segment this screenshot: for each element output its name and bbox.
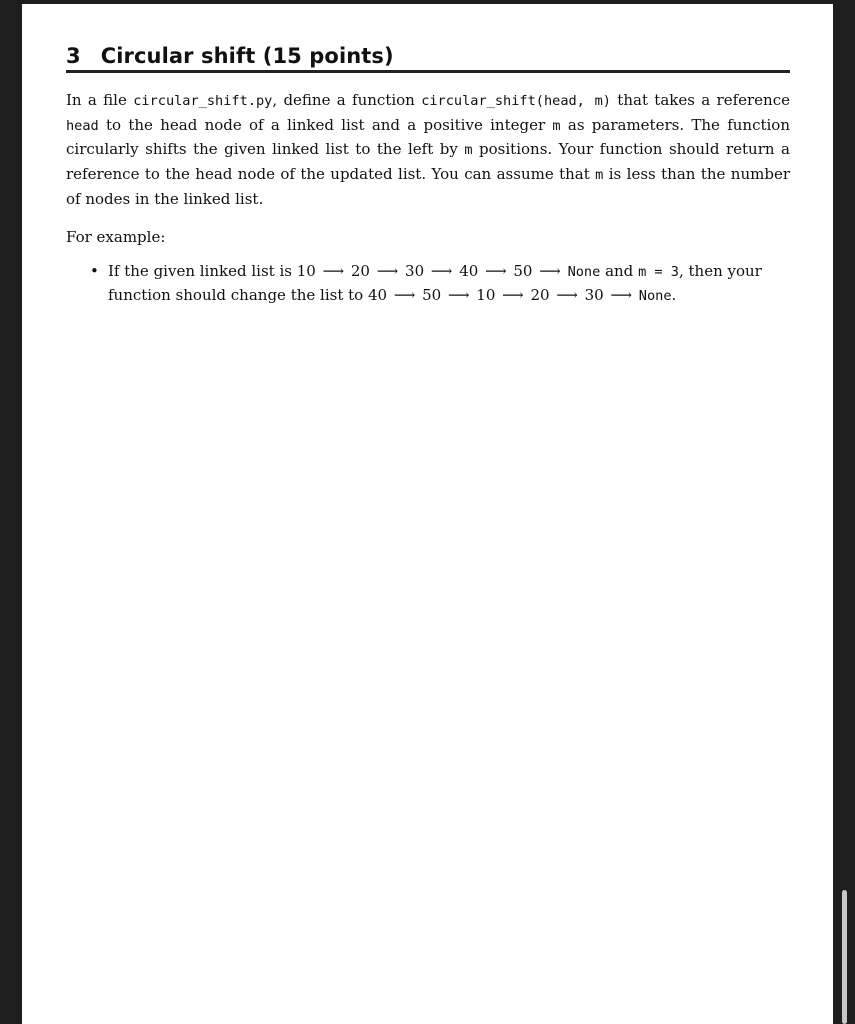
vertical-scrollbar[interactable]	[842, 890, 847, 1024]
intro-text: as parameters. The function circularly shifts the given linked list to the left by	[66, 115, 790, 159]
arrow-icon: ⟶	[610, 286, 633, 305]
m-equals-code: m = 3	[638, 263, 679, 280]
list-node: 50	[422, 286, 442, 305]
intro-text: In a file	[66, 91, 134, 109]
none-code: None	[638, 288, 672, 305]
given-list	[297, 262, 601, 280]
head-param-code: head	[66, 117, 99, 134]
intro-paragraph	[66, 89, 790, 212]
filename-code: circular_shift.py	[133, 93, 273, 109]
list-node: 20	[530, 286, 550, 305]
arrow-icon: ⟶	[485, 261, 507, 280]
arrow-icon: ⟶	[502, 286, 524, 305]
m-param-code: m	[595, 167, 604, 184]
bullet-text: .	[671, 286, 677, 305]
arrow-icon: ⟶	[556, 286, 578, 305]
list-node: 30	[584, 286, 604, 305]
function-signature-code: circular_shift(head, m)	[421, 93, 611, 109]
arrow-icon: ⟶	[447, 286, 470, 305]
list-node: 50	[513, 261, 533, 280]
page-content	[66, 44, 790, 309]
document-page	[22, 4, 833, 1024]
list-node: 30	[405, 261, 425, 280]
for-example-label: For example:	[66, 227, 166, 246]
result-list	[368, 286, 672, 304]
example-bullet	[66, 260, 790, 309]
section-number: 3	[66, 44, 81, 68]
m-param-code: m	[464, 142, 473, 159]
intro-text: to the head node of a linked list and a positive integer	[98, 115, 553, 134]
list-node: 10	[296, 261, 316, 280]
bullet-dot: •	[90, 261, 99, 280]
intro-text: , define a function	[272, 91, 422, 109]
arrow-icon: ⟶	[322, 261, 345, 280]
list-node: 40	[459, 261, 479, 280]
section-heading	[66, 44, 790, 73]
none-code: None	[567, 263, 601, 280]
intro-text: that takes a reference	[610, 91, 790, 109]
bullet-text: , then your function should change the list to	[108, 261, 762, 305]
list-node: 20	[350, 261, 370, 280]
arrow-icon: ⟶	[430, 261, 453, 280]
intro-text: is less than the number of nodes in the linked list.	[66, 165, 790, 208]
intro-text: positions. Your function should return a reference to the head node of the updated list. You can assume that	[66, 140, 790, 184]
list-node: 10	[476, 286, 496, 305]
bullet-text: and	[600, 261, 639, 280]
list-node: 40	[367, 286, 388, 305]
arrow-icon: ⟶	[376, 261, 399, 280]
arrow-icon: ⟶	[539, 261, 561, 280]
section-title: Circular shift (15 points)	[100, 44, 394, 68]
arrow-icon: ⟶	[393, 286, 416, 305]
m-param-code: m	[552, 117, 561, 134]
bullet-text: If the given linked list is	[108, 261, 297, 280]
